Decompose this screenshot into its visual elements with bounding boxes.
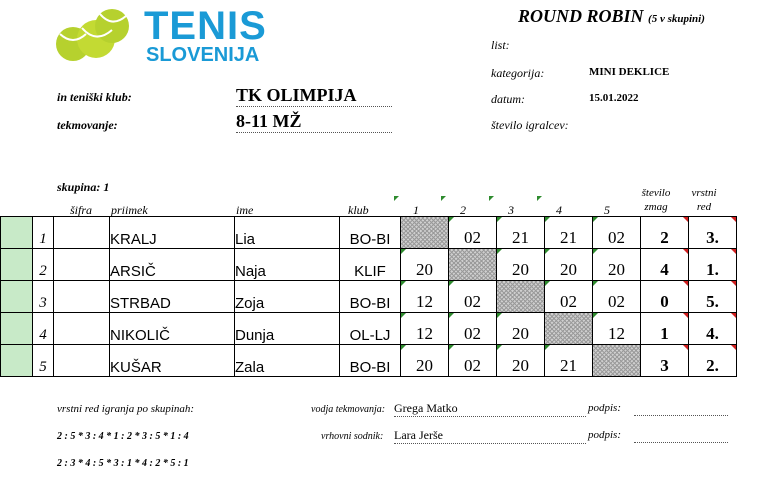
- order-label: vrstni red igranja po skupinah:: [57, 403, 195, 415]
- score-cell[interactable]: 20: [497, 313, 545, 345]
- header-marker: [489, 196, 494, 201]
- score-cell[interactable]: 02: [545, 281, 593, 313]
- self-match-cell: [593, 345, 641, 377]
- header-marker: [394, 196, 399, 201]
- col-4: 4: [556, 203, 562, 217]
- comment-marker: [683, 345, 688, 350]
- priimek-cell[interactable]: KRALJ: [110, 217, 235, 249]
- cell-marker: [401, 249, 406, 254]
- zmag-value: 2: [660, 228, 669, 247]
- cell-marker: [593, 249, 598, 254]
- sodnik-label: vrhovni sodnik:: [321, 431, 384, 442]
- cell-marker: [497, 249, 502, 254]
- zmag-cell[interactable]: [641, 217, 689, 249]
- score-cell[interactable]: 21: [497, 217, 545, 249]
- col-priimek: priimek: [111, 203, 148, 217]
- row-marker: [1, 313, 33, 345]
- order-line-1: 2 : 5 * 3 : 4 * 1 : 2 * 3 : 5 * 1 : 4: [57, 431, 189, 442]
- col-zmag-line1: število: [641, 187, 671, 199]
- cell-marker: [545, 345, 550, 350]
- stevilo-igralcev-label: število igralcev:: [491, 118, 569, 132]
- score-cell[interactable]: 20: [401, 345, 449, 377]
- col-red-line2: red: [696, 201, 712, 213]
- zmag-value: 1: [660, 324, 669, 343]
- col-3: 3: [508, 203, 514, 217]
- comment-marker: [731, 313, 736, 318]
- comment-marker: [731, 345, 736, 350]
- kategorija-label: kategorija:: [491, 66, 545, 80]
- zmag-value: 0: [660, 292, 669, 311]
- page-title: [518, 6, 705, 27]
- score-cell[interactable]: 20: [593, 249, 641, 281]
- score-cell[interactable]: 02: [593, 217, 641, 249]
- row-marker: [1, 217, 33, 249]
- cell-marker: [593, 313, 598, 318]
- comment-marker: [731, 281, 736, 286]
- logo-tenis-text: TENIS: [144, 4, 267, 48]
- comment-marker: [683, 217, 688, 222]
- ime-cell[interactable]: Naja: [235, 249, 340, 281]
- row-number: 2: [33, 249, 54, 281]
- priimek-cell[interactable]: STRBAD: [110, 281, 235, 313]
- col-red: [684, 186, 724, 214]
- round-robin-table: [0, 216, 737, 377]
- zmag-cell[interactable]: [641, 249, 689, 281]
- tekmovanje-value: 8-11 MŽ: [236, 110, 392, 133]
- list-label: list:: [491, 38, 510, 52]
- klub-cell[interactable]: BO-BI: [340, 345, 401, 377]
- ime-cell[interactable]: Zala: [235, 345, 340, 377]
- cell-marker: [545, 249, 550, 254]
- tennis-balls-icon: [54, 6, 134, 64]
- col-klub: klub: [348, 203, 369, 217]
- col-2: 2: [460, 203, 466, 217]
- comment-marker: [731, 249, 736, 254]
- group-label: skupina: 1: [57, 180, 110, 194]
- score-cell[interactable]: 21: [545, 345, 593, 377]
- zmag-value: 4: [660, 260, 669, 279]
- klub-value: TK OLIMPIJA: [236, 84, 392, 107]
- score-cell[interactable]: 02: [449, 217, 497, 249]
- red-value: 5.: [706, 292, 719, 311]
- zmag-value: 3: [660, 356, 669, 375]
- score-cell[interactable]: 20: [497, 345, 545, 377]
- self-match-cell: [497, 281, 545, 313]
- self-match-cell: [401, 217, 449, 249]
- score-cell[interactable]: 02: [593, 281, 641, 313]
- col-ime: ime: [236, 203, 254, 217]
- score-cell[interactable]: 20: [497, 249, 545, 281]
- comment-marker: [683, 313, 688, 318]
- table-row: [1, 345, 737, 377]
- ime-cell[interactable]: Zoja: [235, 281, 340, 313]
- cell-marker: [545, 217, 550, 222]
- row-number: 1: [33, 217, 54, 249]
- score-cell[interactable]: 12: [401, 281, 449, 313]
- vodja-label: vodja tekmovanja:: [311, 404, 386, 415]
- table-row: [1, 217, 737, 249]
- ime-cell[interactable]: Dunja: [235, 313, 340, 345]
- table-row: [1, 249, 737, 281]
- datum-value: 15.01.2022: [589, 92, 639, 104]
- row-number: 5: [33, 345, 54, 377]
- sifra-cell[interactable]: [54, 313, 110, 345]
- cell-marker: [401, 281, 406, 286]
- col-red-line1: vrstni: [691, 187, 717, 199]
- red-cell[interactable]: [689, 217, 737, 249]
- col-5: 5: [604, 203, 610, 217]
- priimek-cell[interactable]: NIKOLIČ: [110, 313, 235, 345]
- self-match-cell: [449, 249, 497, 281]
- klub-cell[interactable]: BO-BI: [340, 217, 401, 249]
- row-number: 4: [33, 313, 54, 345]
- cell-marker: [593, 281, 598, 286]
- red-value: 3.: [706, 228, 719, 247]
- red-cell[interactable]: [689, 281, 737, 313]
- podpis-line-2[interactable]: [634, 428, 728, 443]
- priimek-cell[interactable]: ARSIČ: [110, 249, 235, 281]
- title-sub: (5 v skupini): [648, 13, 705, 25]
- priimek-cell[interactable]: KUŠAR: [110, 345, 235, 377]
- order-line-2: 2 : 3 * 4 : 5 * 3 : 1 * 4 : 2 * 5 : 1: [57, 458, 189, 469]
- red-cell[interactable]: [689, 345, 737, 377]
- datum-label: datum:: [491, 92, 525, 106]
- col-1: 1: [413, 203, 419, 217]
- score-cell[interactable]: 21: [545, 217, 593, 249]
- cell-marker: [449, 281, 454, 286]
- red-cell[interactable]: [689, 249, 737, 281]
- cell-marker: [497, 345, 502, 350]
- row-marker: [1, 281, 33, 313]
- table-row: [1, 313, 737, 345]
- score-cell[interactable]: 20: [545, 249, 593, 281]
- comment-marker: [683, 281, 688, 286]
- zmag-cell[interactable]: [641, 281, 689, 313]
- kategorija-value: MINI DEKLICE: [589, 66, 670, 78]
- title-main: ROUND ROBIN: [518, 6, 644, 26]
- comment-marker: [731, 217, 736, 222]
- red-value: 2.: [706, 356, 719, 375]
- ime-cell[interactable]: Lia: [235, 217, 340, 249]
- tekmovanje-label: tekmovanje:: [57, 118, 118, 132]
- row-number: 3: [33, 281, 54, 313]
- col-sifra: šifra: [70, 203, 93, 217]
- red-value: 4.: [706, 324, 719, 343]
- cell-marker: [545, 281, 550, 286]
- red-cell[interactable]: [689, 313, 737, 345]
- score-cell[interactable]: 02: [449, 345, 497, 377]
- sifra-cell[interactable]: [54, 281, 110, 313]
- cell-marker: [401, 345, 406, 350]
- zmag-cell[interactable]: [641, 313, 689, 345]
- cell-marker: [449, 217, 454, 222]
- table-row: [1, 281, 737, 313]
- row-marker: [1, 249, 33, 281]
- podpis-line-1[interactable]: [634, 401, 728, 416]
- header-marker: [441, 196, 446, 201]
- vodja-value: Grega Matko: [394, 401, 586, 417]
- row-marker: [1, 345, 33, 377]
- sifra-cell[interactable]: [54, 345, 110, 377]
- cell-marker: [497, 217, 502, 222]
- self-match-cell: [545, 313, 593, 345]
- score-cell[interactable]: 02: [449, 281, 497, 313]
- podpis-label-1: podpis:: [588, 402, 621, 414]
- cell-marker: [593, 217, 598, 222]
- comment-marker: [683, 249, 688, 254]
- sifra-cell[interactable]: [54, 249, 110, 281]
- score-cell[interactable]: 02: [449, 313, 497, 345]
- cell-marker: [449, 313, 454, 318]
- zmag-cell[interactable]: [641, 345, 689, 377]
- logo-slovenija-text: SLOVENIJA: [146, 44, 260, 66]
- col-zmag: [636, 186, 676, 214]
- podpis-label-2: podpis:: [588, 429, 621, 441]
- cell-marker: [497, 313, 502, 318]
- score-cell[interactable]: 12: [593, 313, 641, 345]
- klub-cell[interactable]: OL-LJ: [340, 313, 401, 345]
- sifra-cell[interactable]: [54, 217, 110, 249]
- klub-cell[interactable]: BO-BI: [340, 281, 401, 313]
- header-marker: [537, 196, 542, 201]
- logo: [54, 4, 267, 66]
- cell-marker: [401, 313, 406, 318]
- score-cell[interactable]: 12: [401, 313, 449, 345]
- col-zmag-line2: zmag: [644, 201, 668, 213]
- cell-marker: [449, 345, 454, 350]
- klub-label: in teniški klub:: [57, 90, 132, 104]
- sodnik-value: Lara Jerše: [394, 428, 586, 444]
- klub-cell[interactable]: KLIF: [340, 249, 401, 281]
- red-value: 1.: [706, 260, 719, 279]
- score-cell[interactable]: 20: [401, 249, 449, 281]
